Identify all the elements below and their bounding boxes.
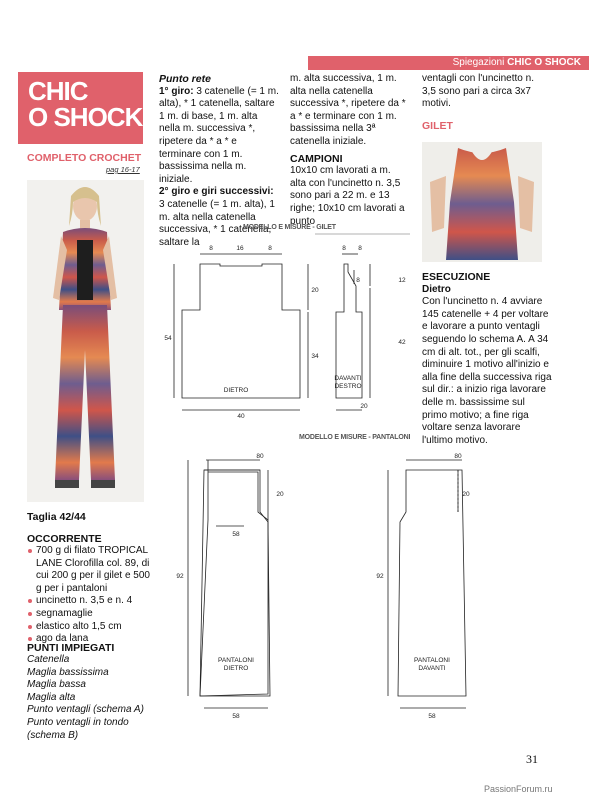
dim-back-8b: 8	[268, 245, 272, 252]
dim-pant-front-20: 20	[462, 491, 470, 498]
punti-item: Maglia bassissima	[27, 666, 109, 678]
campioni-column	[290, 73, 408, 228]
size-label: Taglia 42/44	[27, 511, 86, 523]
g1-label: 1° giro:	[159, 85, 194, 97]
col3-text: ventagli con l'uncinetto n. 3,5 sono pari a circa 3x7 motivi.	[422, 73, 534, 110]
campioni-text: 10x10 cm lavorati a m. alta con l'uncinetto n. 3,5 sono pari a 22 m. e 13 righe; 10x10 cm lavorati a punto	[290, 165, 405, 227]
dim-front-8c: 8	[356, 277, 360, 284]
g2-label: 2° giro e giri successivi:	[159, 186, 274, 198]
punti-heading: PUNTI IMPIEGATI	[27, 642, 115, 654]
punti-item: Catenella	[27, 654, 70, 665]
punti-item: Punto ventagli in tondo (schema B)	[27, 716, 129, 741]
front-piece-label-2: DESTRO	[334, 383, 362, 390]
occorrente-item: ago da lana	[27, 633, 152, 646]
punti-item: Maglia alta	[27, 691, 76, 703]
g2-text: 3 catenelle (= 1 m. alta), 1 m. alta nella catenella successiva, * 1 catenella, saltare la	[159, 198, 275, 248]
back-trouser-label-2: DIETRO	[223, 665, 249, 672]
occorrente-item: segnamaglie	[27, 608, 152, 621]
page-reference: pag 16-17	[106, 165, 140, 174]
punto-rete-heading: Punto rete	[159, 73, 211, 85]
dim-back-40: 40	[237, 413, 245, 420]
punti-item: Punto ventagli (schema A)	[27, 704, 144, 716]
pantaloni-diagram	[160, 442, 470, 724]
campioni-heading: CAMPIONI	[290, 152, 343, 165]
punto-rete-column	[159, 73, 281, 249]
back-trouser-label-1: PANTALONI	[218, 657, 254, 664]
dim-pant-back-20: 20	[276, 491, 284, 498]
dim-front-8b: 8	[358, 245, 362, 252]
front-piece-label-1: DAVANTI	[334, 375, 362, 382]
section-label: Spiegazioni	[452, 57, 505, 68]
dim-front-42: 42	[398, 339, 406, 346]
back-piece-outline	[182, 264, 300, 398]
section-header-bar	[308, 56, 589, 70]
back-piece-label: DIETRO	[223, 387, 249, 394]
dim-back-20: 20	[311, 287, 319, 294]
dim-pant-back-92: 92	[176, 573, 184, 580]
punti-list	[27, 654, 152, 742]
gilet-photo	[422, 142, 542, 262]
occorrente-list	[27, 545, 152, 646]
gilet-diagram	[160, 232, 420, 420]
subtitle: COMPLETO CROCHET	[27, 152, 142, 164]
dim-pant-front-80: 80	[454, 453, 462, 460]
dim-pant-front-92: 92	[376, 573, 384, 580]
dim-pant-back-58b: 58	[232, 713, 240, 720]
dim-pant-front-58: 58	[428, 713, 436, 720]
dietro-text: Con l'uncinetto n. 4 avviare 145 catenelle + 4 per voltare e lavorare a punto ventagli seguendo lo schema A. A 34 cm di alt. tot., per gli scalfi, diminuire 1 motivo all'inizio e alla fine della successiva riga sul dir.: a inizio riga lavorare delle m. bassissime sul primo motivo; a fine riga voltare senza lavorare l'ultimo motivo.	[422, 296, 552, 446]
front-trouser-label-2: DAVANTI	[418, 665, 446, 672]
dim-back-16: 16	[236, 245, 244, 252]
dim-back-8a: 8	[209, 245, 213, 252]
esecuzione-column	[422, 271, 552, 447]
dim-back-34: 34	[311, 353, 319, 360]
punti-item: Maglia bassa	[27, 679, 86, 691]
gilet-diagram-title: MODELLO E MISURE - GILET	[243, 224, 336, 231]
dim-front-20: 20	[360, 403, 368, 410]
page-title-block	[18, 72, 143, 144]
dim-pant-back-58a: 58	[232, 531, 240, 538]
dietro-heading: Dietro	[422, 283, 451, 295]
dim-front-8a: 8	[342, 245, 346, 252]
occorrente-item: uncinetto n. 3,5 e n. 4	[27, 595, 152, 608]
esecuzione-heading: ESECUZIONE	[422, 271, 491, 283]
punto-rete-g1	[159, 86, 281, 187]
occorrente-item: 700 g di filato TROPICAL LANE Clorofilla col. 89, di cui 200 g per il gilet e 500 g per i pantaloni	[27, 545, 152, 595]
dim-front-12: 12	[398, 277, 406, 284]
gilet-heading: GILET	[422, 120, 453, 132]
occorrente-item: elastico alto 1,5 cm	[27, 621, 152, 634]
dim-back-54: 54	[164, 335, 172, 342]
title-line-2: O SHOCK	[28, 102, 143, 132]
title-line-1: CHIC	[28, 76, 88, 106]
watermark: PassionForum.ru	[484, 784, 553, 794]
dim-pant-back-80: 80	[256, 453, 264, 460]
g1-text: 3 catenelle (= 1 m. alta), * 1 catenella, saltare 1 m. di base, 1 m. alta nella m. successiva *, ripetere da * a * e terminare con 1 m. bassissima nella m. iniziale.	[159, 85, 279, 185]
col2-text: m. alta successiva, 1 m. alta nella catenella successiva *, ripetere da * a * e terminare con 1 m. bassissima nella 3ª catenella iniziale.	[290, 73, 406, 147]
col3-text-top	[422, 73, 550, 111]
occorrente-heading: OCCORRENTE	[27, 533, 102, 545]
page-number: 31	[526, 752, 538, 766]
section-title: CHIC O SHOCK	[507, 57, 581, 68]
front-trouser-label-1: PANTALONI	[414, 657, 450, 664]
pantaloni-diagram-title: MODELLO E MISURE - PANTALONI	[299, 434, 411, 441]
model-photo	[27, 180, 144, 502]
